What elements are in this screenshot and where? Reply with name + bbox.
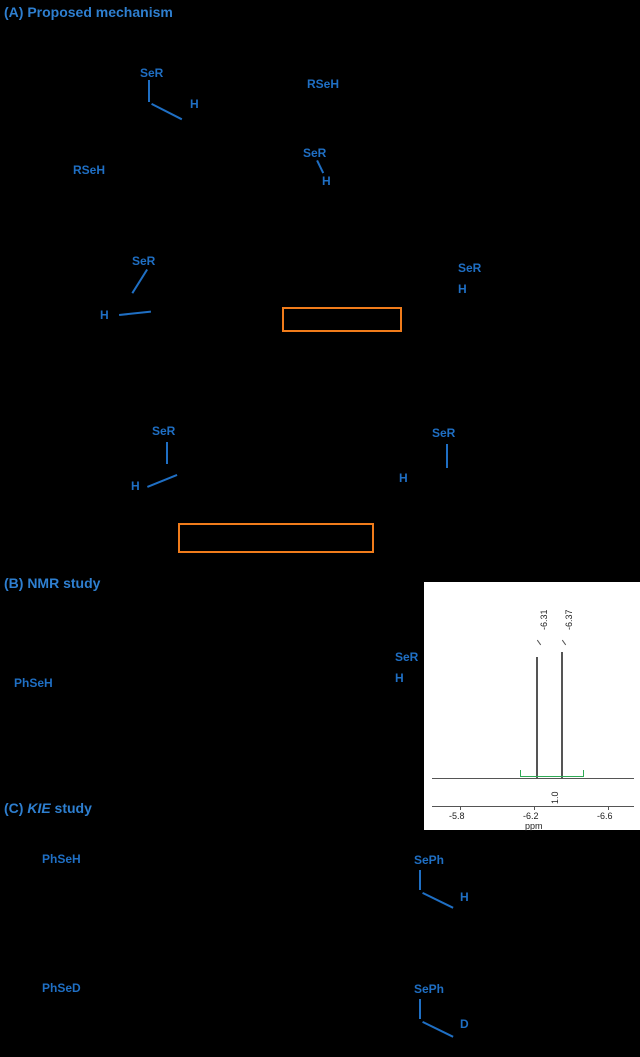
panel-a-title: (A) Proposed mechanism [4,4,173,20]
label-seph-c1: SePh [414,853,445,867]
label-h-low-left: H [131,479,140,493]
x-tick-3 [608,806,609,810]
label-h-c1: H [460,890,469,904]
label-h-mid-left: H [100,308,109,322]
x-tick-label-2: -6.2 [523,811,539,821]
label-phseh-c: PhSeH [42,852,81,866]
bond-c1-diag [422,892,453,909]
peak-6-31 [536,657,538,778]
label-ser-low-right: SeR [432,426,456,440]
x-tick-label-1: -5.8 [449,811,465,821]
label-ser-b: SeR [395,650,419,664]
label-ser-mid-left: SeR [132,254,156,268]
label-h-mid-right: H [458,282,467,296]
panel-c-label-rest: study [50,800,92,816]
panel-c-label-pre: (C) [4,800,28,816]
peak-6-37 [561,652,563,778]
integration-trace [520,776,584,777]
x-axis-line [432,806,634,807]
label-ser-top: SeR [140,66,164,80]
peak-label-6-37: -6.37 [564,609,574,630]
spectrum-baseline [432,778,634,779]
x-tick-2 [534,806,535,810]
bond-c1-vert [419,870,421,890]
integration-step-right [583,770,584,777]
peak-leader-2 [562,640,566,645]
bond-a6 [166,442,168,464]
panel-c-label-italic: KIE [27,800,51,816]
integration-step-left [520,770,521,777]
bond-a5 [119,311,151,316]
label-seph-c2: SePh [414,982,445,996]
label-ser-low-left: SeR [152,424,176,438]
label-ser-right-upper: SeR [303,146,327,160]
label-d-c2: D [460,1017,469,1031]
highlight-box-upper [282,307,402,332]
bond-a2 [151,103,182,120]
label-h-low-right: H [399,471,408,485]
label-h-b: H [395,671,404,685]
bond-a1 [148,80,150,102]
nmr-spectrum-panel [424,582,640,830]
label-phsed-c: PhSeD [42,981,81,995]
label-h-right-upper: H [322,174,331,188]
bond-a7 [147,474,177,488]
panel-b-title: (B) NMR study [4,575,101,591]
label-phseh-b: PhSeH [14,676,53,690]
peak-leader-1 [537,640,541,645]
bond-a8 [446,444,448,468]
highlight-box-lower [178,523,374,553]
x-tick-label-3: -6.6 [597,811,613,821]
panel-c-title [4,800,92,816]
peak-label-6-31: -6.31 [539,609,549,630]
nmr-plot-area [424,582,640,830]
bond-c2-diag [422,1021,453,1038]
bond-c2-vert [419,999,421,1019]
integration-label: 1.0 [550,791,560,804]
bond-a3 [316,160,324,173]
label-h-top: H [190,97,199,111]
bond-a4 [131,269,148,294]
x-axis-title: ppm [525,821,543,831]
label-rseh-right-top: RSeH [307,77,340,91]
label-ser-mid-right: SeR [458,261,482,275]
label-rseh-left: RSeH [73,163,106,177]
x-tick-1 [460,806,461,810]
